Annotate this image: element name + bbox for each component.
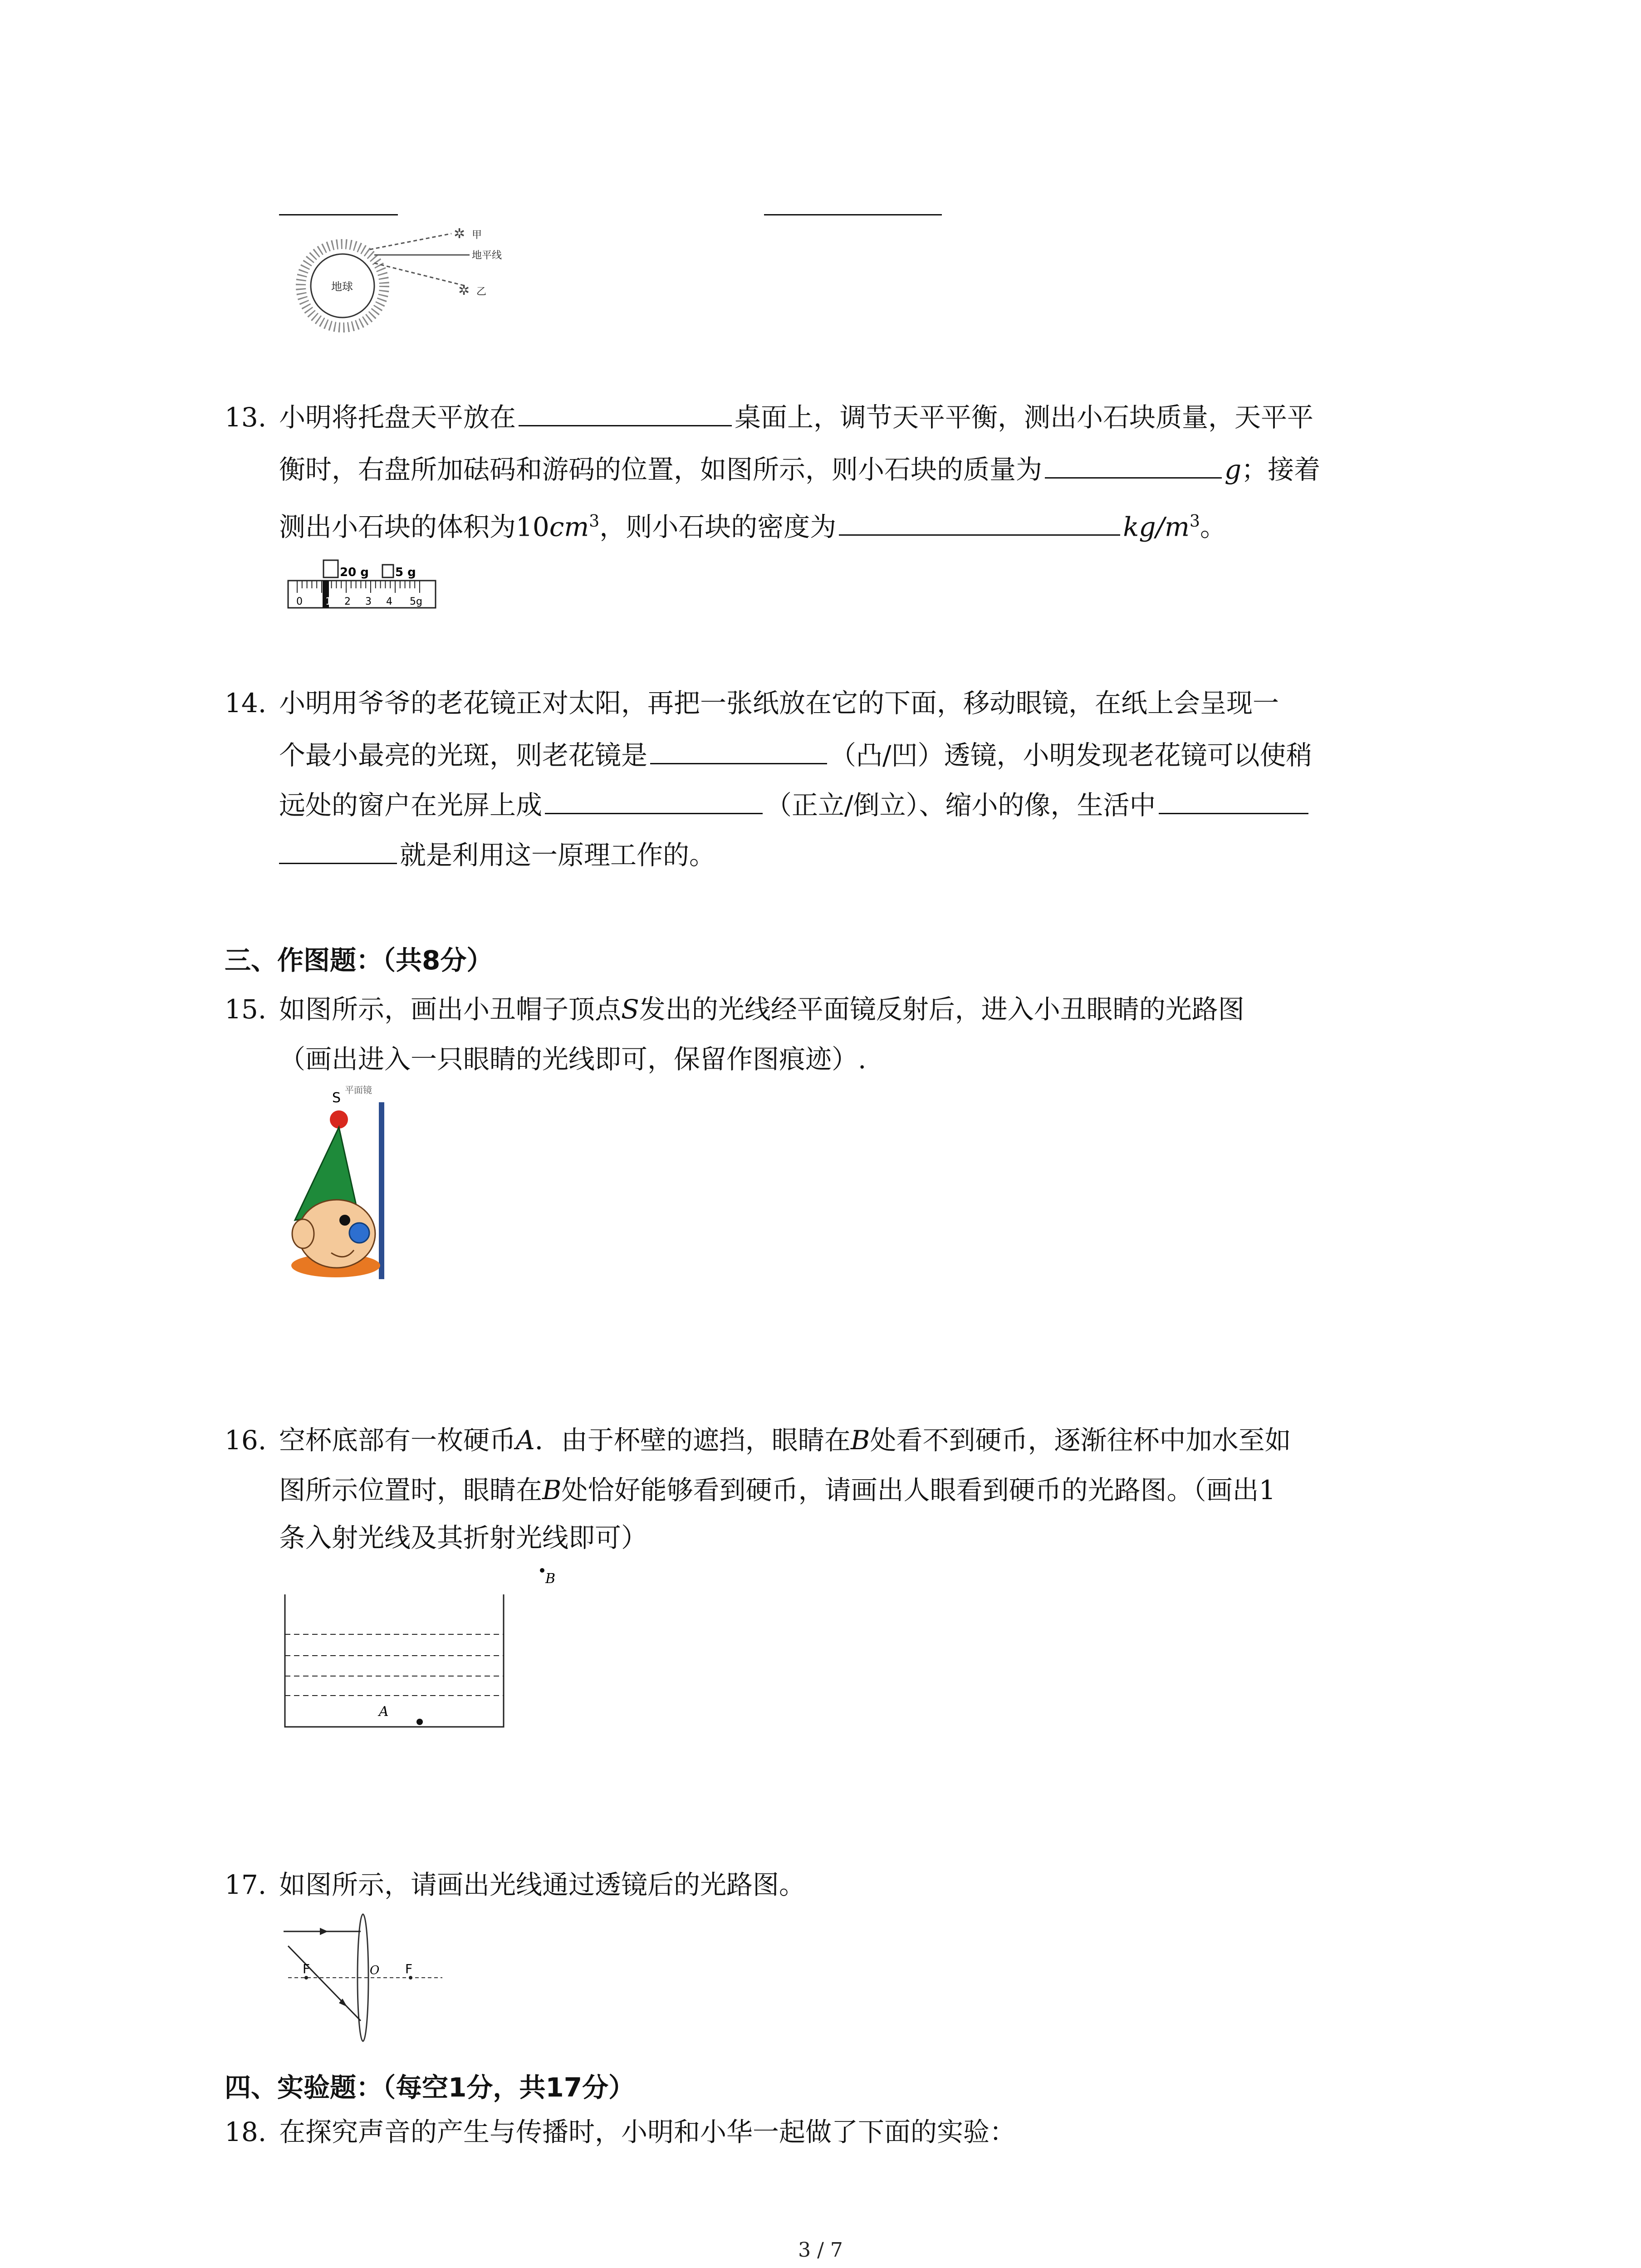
q13-number: 13.: [225, 402, 267, 433]
weight-5g-label: 5 g: [395, 566, 416, 579]
q15-line-2: （画出进入一只眼睛的光线即可，保留作图痕迹）.: [279, 1044, 867, 1075]
sun-b-label: 乙: [476, 286, 487, 298]
q14-blank-lens-type[interactable]: [650, 738, 827, 764]
svg-text:2: 2: [344, 596, 351, 607]
q15-number: 15.: [225, 994, 267, 1025]
q14-line-4: 就是利用这一原理工作的。: [279, 837, 715, 873]
incident-ray-focus: [288, 1946, 361, 2021]
clown-mirror-figure: [281, 1084, 417, 1284]
coin-a: [416, 1719, 423, 1725]
mirror-label: 平面镜: [345, 1085, 372, 1095]
q14-line-1: 14. 小明用爷爷的老花镜正对太阳，再把一张纸放在它的下面，移动眼镜，在纸上会呈现一: [225, 685, 1279, 721]
weight-20g-label: 20 g: [340, 566, 369, 579]
q16-line-3: 条入射光线及其折射光线即可）: [279, 1522, 648, 1553]
q13-blank-density[interactable]: [839, 509, 1120, 536]
q13-line-1: 13. 小明将托盘天平放在 桌面上，调节天平平衡，测出小石块质量，天平平: [225, 399, 1313, 435]
clown-nose: [349, 1223, 369, 1243]
horizon-label: 地平线: [472, 250, 502, 261]
q18-line-1: 18. 在探究声音的产生与传播时，小明和小华一起做了下面的实验：: [225, 2114, 1016, 2150]
q14-blank-device-cont: [279, 837, 397, 864]
cup-coin-figure: [277, 1560, 572, 1742]
svg-text:3: 3: [365, 596, 372, 607]
q14-blank-image[interactable]: [545, 787, 763, 814]
q13-line-2: 衡时，右盘所加砝码和游码的位置，如图所示，则小石块的质量为 g；接着: [279, 451, 1320, 488]
cup-outline: [285, 1594, 504, 1727]
sun-icon-b: ✲: [458, 283, 470, 298]
lens-ray-figure: [279, 1910, 451, 2046]
q16-line-2: 图所示位置时，眼睛在B处恰好能够看到硬币，请画出人眼看到硬币的光路图。（画出1: [279, 1475, 1276, 1505]
q17-number: 17.: [225, 1869, 267, 1900]
earth-label: 地球: [331, 280, 353, 293]
svg-text:1: 1: [325, 596, 332, 607]
q17-line-1: 17. 如图所示，请画出光线通过透镜后的光路图。: [225, 1867, 805, 1903]
q13-blank-table[interactable]: [519, 400, 732, 426]
eye-point-b: [540, 1568, 544, 1573]
q14-blank-device[interactable]: [1159, 787, 1308, 814]
plane-mirror: [379, 1102, 384, 1279]
point-s-label: S: [332, 1090, 341, 1106]
clown-eye: [339, 1215, 350, 1226]
clown-ear: [292, 1219, 314, 1248]
svg-text:0: 0: [296, 596, 303, 607]
section-4-heading: 四、实验题：（每空1分，共17分）: [225, 2072, 635, 2103]
q14-number: 14.: [225, 688, 267, 719]
q14-line-3: 远处的窗户在光屏上成 （正立/倒立）、缩小的像，生活中: [279, 787, 1311, 823]
section-3-heading: 三、作图题：（共8分）: [225, 945, 493, 976]
q13-line-3: 测出小石块的体积为$10cm^3$，则小石块的密度为 $kg/m^3$。: [279, 503, 1226, 545]
answer-blank-top-left[interactable]: [279, 214, 398, 215]
q15-line-1: 15. 如图所示，画出小丑帽子顶点S发出的光线经平面镜反射后，进入小丑眼睛的光路图: [225, 991, 1244, 1027]
sun-a-label: 甲: [472, 230, 482, 241]
answer-blank-top-right[interactable]: [764, 214, 942, 215]
optical-center-label: O: [370, 1964, 380, 1977]
q14-line-2: 个最小最亮的光斑，则老花镜是 （凸/凹）透镜，小明发现老花镜可以使稍: [279, 737, 1313, 773]
focus-left-label: F: [303, 1961, 310, 1976]
weight-5g-icon: [382, 565, 393, 577]
page-number: 3 / 7: [798, 2239, 843, 2262]
sun-icon-a: ✲: [454, 226, 465, 242]
svg-text:4: 4: [386, 596, 392, 607]
earth-sunlight-figure: [279, 218, 515, 336]
q16-number: 16.: [225, 1425, 267, 1456]
focus-right-label: F: [405, 1961, 413, 1976]
svg-text:5g: 5g: [410, 596, 422, 607]
q13-blank-mass[interactable]: [1045, 452, 1222, 479]
weight-20g-icon: [323, 560, 338, 577]
coin-a-label: A: [379, 1704, 389, 1720]
q18-number: 18.: [225, 2116, 267, 2147]
balance-scale-figure: [284, 556, 442, 624]
point-b-label: B: [545, 1571, 556, 1587]
q16-line-1: 16. 空杯底部有一枚硬币A．由于杯壁的遮挡，眼睛在B处看不到硬币，逐渐往杯中加水至如: [225, 1422, 1291, 1458]
